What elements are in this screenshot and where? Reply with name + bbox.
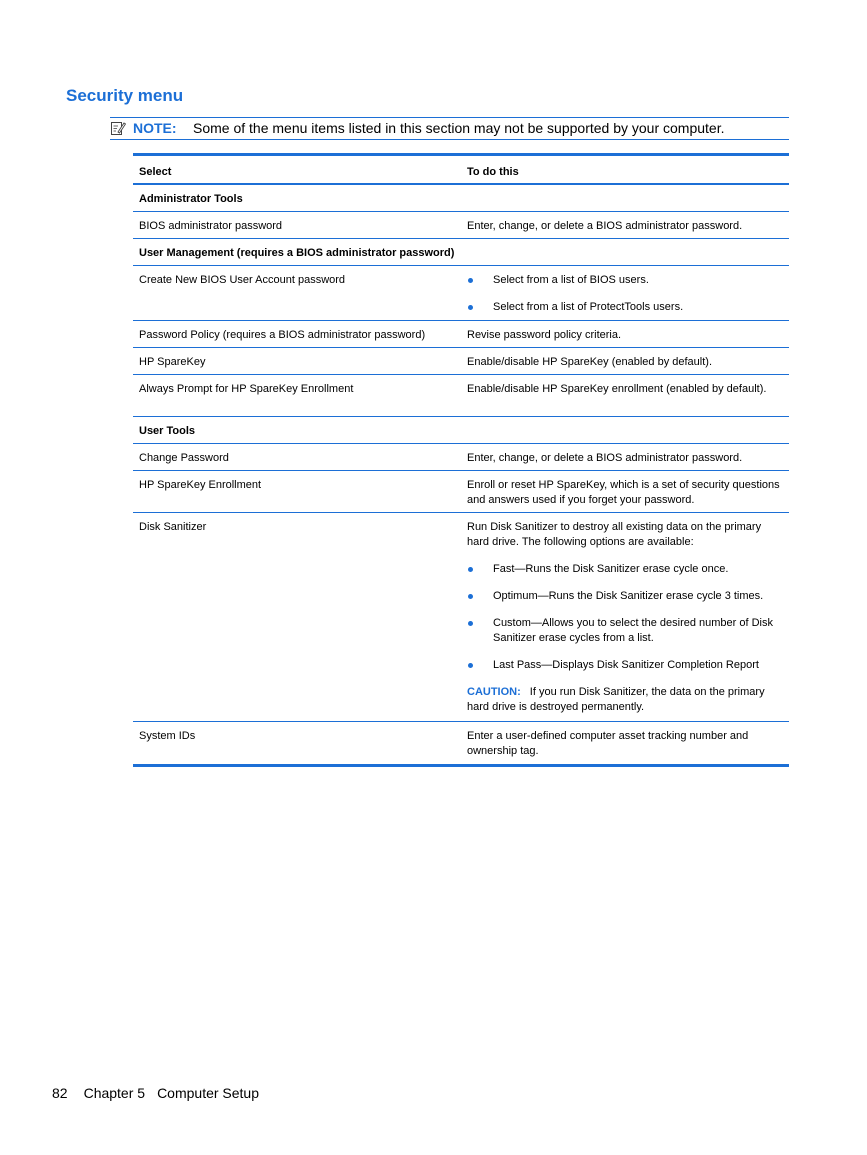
header-todo: To do this bbox=[467, 166, 519, 178]
section-user-management: User Management (requires a BIOS administrator password) bbox=[139, 247, 455, 259]
table-row bbox=[133, 513, 789, 722]
bullet-item: Optimum—Runs the Disk Sanitizer erase cycle 3 times. bbox=[467, 589, 783, 604]
row-select: System IDs bbox=[139, 730, 196, 742]
row-select: Change Password bbox=[139, 452, 229, 464]
note-label: NOTE: bbox=[133, 120, 177, 136]
row-select: Create New BIOS User Account password bbox=[139, 274, 346, 286]
row-todo: Enroll or reset HP SpareKey, which is a set of security questions and answers used if you forget your password. bbox=[467, 479, 780, 506]
bullet-item: Select from a list of BIOS users. bbox=[467, 273, 783, 288]
note-pencil-icon bbox=[110, 120, 126, 136]
security-menu-table bbox=[133, 153, 789, 767]
row-select: HP SpareKey bbox=[139, 356, 206, 368]
row-select: HP SpareKey Enrollment bbox=[139, 479, 262, 491]
chapter-title: Computer Setup bbox=[157, 1085, 260, 1101]
table-row bbox=[133, 348, 789, 375]
table-row bbox=[133, 212, 789, 239]
section-row bbox=[133, 185, 789, 212]
row-todo: Enter a user-defined computer asset tracking number and ownership tag. bbox=[467, 730, 749, 757]
chapter-label: Chapter 5 bbox=[83, 1085, 146, 1101]
row-todo: Revise password policy criteria. bbox=[467, 329, 622, 341]
row-select: Always Prompt for HP SpareKey Enrollment bbox=[139, 383, 354, 395]
caution-label: CAUTION: bbox=[467, 686, 521, 698]
row-select: BIOS administrator password bbox=[139, 220, 283, 232]
page-number: 82 bbox=[52, 1085, 68, 1101]
caution-text: If you run Disk Sanitizer, the data on the primary hard drive is destroyed permanently. bbox=[467, 686, 765, 713]
row-todo: Enable/disable HP SpareKey (enabled by default). bbox=[467, 356, 713, 368]
table-row bbox=[133, 722, 789, 764]
row-todo: Enter, change, or delete a BIOS administrator password. bbox=[467, 452, 743, 464]
header-select: Select bbox=[139, 166, 172, 178]
page-footer bbox=[52, 1085, 275, 1101]
table-row bbox=[133, 375, 789, 417]
section-user-tools: User Tools bbox=[139, 425, 196, 437]
table-row bbox=[133, 266, 789, 321]
page-title: Security menu bbox=[66, 86, 184, 105]
section-row bbox=[133, 239, 789, 266]
table-header-row bbox=[133, 156, 789, 185]
section-row bbox=[133, 417, 789, 444]
row-todo: Enter, change, or delete a BIOS administrator password. bbox=[467, 220, 743, 232]
row-todo bbox=[461, 266, 789, 320]
row-todo: Enable/disable HP SpareKey enrollment (enabled by default). bbox=[467, 383, 767, 395]
caution-note bbox=[467, 685, 783, 715]
note-box bbox=[110, 117, 789, 140]
disk-sanitizer-intro: Run Disk Sanitizer to destroy all existing data on the primary hard drive. The following options are available: bbox=[467, 521, 762, 548]
row-select: Disk Sanitizer bbox=[139, 521, 207, 533]
row-todo bbox=[461, 513, 789, 721]
bullet-item: Last Pass—Displays Disk Sanitizer Completion Report bbox=[467, 658, 783, 673]
table-row bbox=[133, 444, 789, 471]
row-select: Password Policy (requires a BIOS administrator password) bbox=[139, 329, 426, 341]
bullet-item: Select from a list of ProtectTools users. bbox=[467, 300, 783, 315]
table-row bbox=[133, 321, 789, 348]
table-row bbox=[133, 471, 789, 513]
note-text: Some of the menu items listed in this section may not be supported by your computer. bbox=[193, 120, 725, 136]
bullet-item: Fast—Runs the Disk Sanitizer erase cycle once. bbox=[467, 562, 783, 577]
section-administrator-tools: Administrator Tools bbox=[139, 193, 243, 205]
bullet-item: Custom—Allows you to select the desired number of Disk Sanitizer erase cycles from a list. bbox=[467, 616, 783, 646]
